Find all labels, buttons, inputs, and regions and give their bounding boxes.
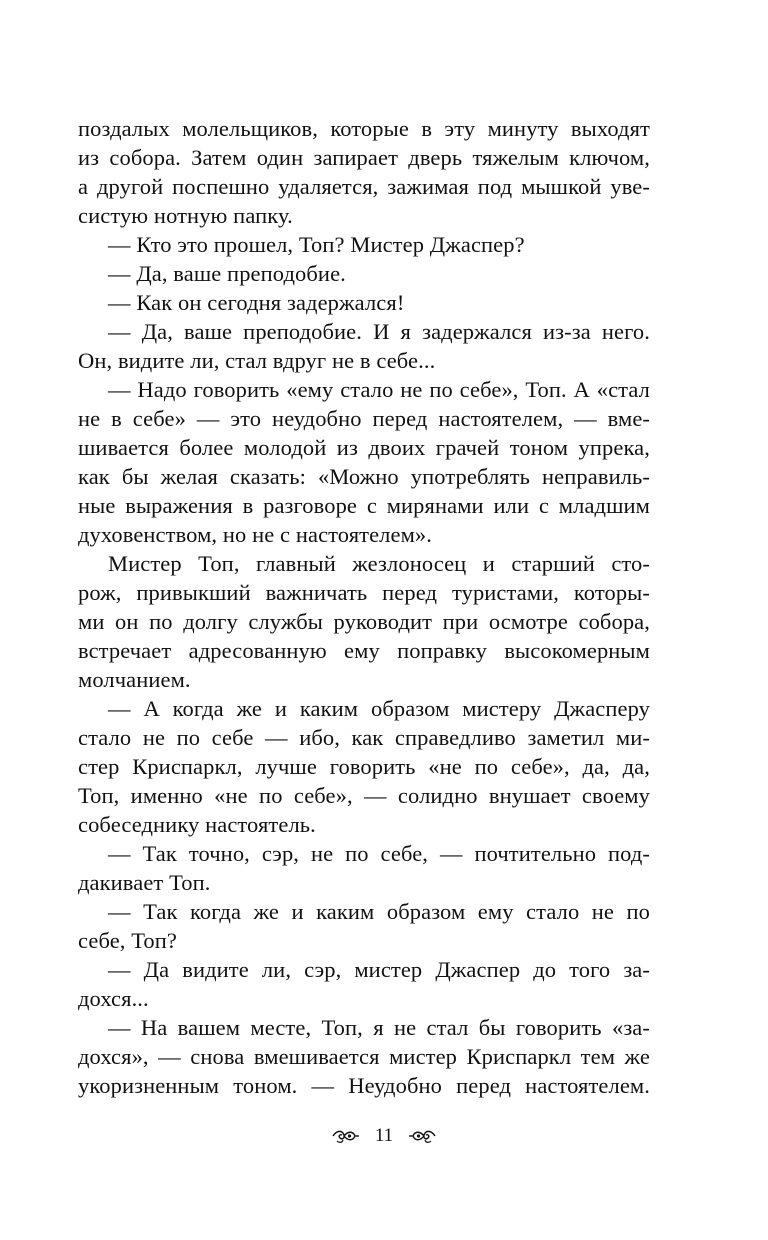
text-line: а другой поспешно удаляется, зажимая под мышкой уве-	[78, 174, 650, 199]
text-line: — Да, ваше преподобие. И я задержался из-за него.	[108, 319, 650, 344]
text-line: — На вашем месте, Топ, я не стал бы говорить «за-	[108, 1015, 650, 1040]
fleuron-icon	[407, 1127, 437, 1145]
text-line: дакивает Топ.	[78, 870, 211, 895]
text-line: ми он по долгу службы руководит при осмотре собора,	[78, 609, 650, 634]
text-line: — Да, ваше преподобие.	[108, 261, 346, 286]
text-line: — Да видите ли, сэр, мистер Джаспер до того за-	[108, 957, 650, 982]
text-line: стало не по себе — ибо, как справедливо заметил ми-	[78, 725, 650, 750]
text-line: Мистер Топ, главный жезлоносец и старший сто-	[108, 551, 650, 576]
text-line: систую нотную папку.	[78, 203, 293, 228]
text-line: не в себе» — это неудобно перед настоятелем, — вме-	[78, 406, 650, 431]
text-line: — А когда же и каким образом мистеру Джасперу	[108, 696, 650, 721]
text-line: — Как он сегодня задержался!	[108, 290, 405, 315]
text-line: встречает адресованную ему поправку высокомерным	[78, 638, 650, 663]
text-line: рож, привыкший важничать перед туристами, которы-	[78, 580, 650, 605]
text-line: — Надо говорить «ему стало не по себе», Топ. А «стал	[108, 377, 650, 402]
text-line: духовенством, но не с настоятелем».	[78, 522, 433, 547]
text-line: из собора. Затем один запирает дверь тяжелым ключом,	[78, 145, 650, 170]
text-line: дохся...	[78, 986, 149, 1011]
text-line: — Кто это прошел, Топ? Мистер Джаспер?	[108, 232, 525, 257]
text-line: шивается более молодой из двоих грачей тоном упрека,	[78, 435, 650, 460]
text-line: — Так точно, сэр, не по себе, — почтительно под-	[108, 841, 650, 866]
text-line: Он, видите ли, стал вдруг не в себе...	[78, 348, 436, 373]
text-line: Топ, именно «не по себе», — солидно внушает своему	[78, 783, 650, 808]
page-number: 11	[374, 1125, 394, 1146]
text-line: дохся», — снова вмешивается мистер Криспаркл тем же	[78, 1044, 650, 1069]
page-footer	[0, 1122, 768, 1150]
text-line: себе, Топ?	[78, 928, 177, 953]
text-line: укоризненным тоном. — Неудобно перед настоятелем.	[78, 1073, 650, 1098]
text-line: собеседнику настоятель.	[78, 812, 316, 837]
text-line: молчанием.	[78, 667, 191, 692]
text-line: как бы желая сказать: «Можно употреблять неправиль-	[78, 464, 650, 489]
text-line: ные выражения в разговоре с мирянами или с младшим	[78, 493, 650, 518]
text-line: поздалых молельщиков, которые в эту минуту выходят	[78, 116, 650, 141]
text-line: стер Криспаркл, лучше говорить «не по себе», да, да,	[78, 754, 650, 779]
fleuron-icon	[331, 1127, 361, 1145]
text-line: — Так когда же и каким образом ему стало не по	[108, 899, 650, 924]
